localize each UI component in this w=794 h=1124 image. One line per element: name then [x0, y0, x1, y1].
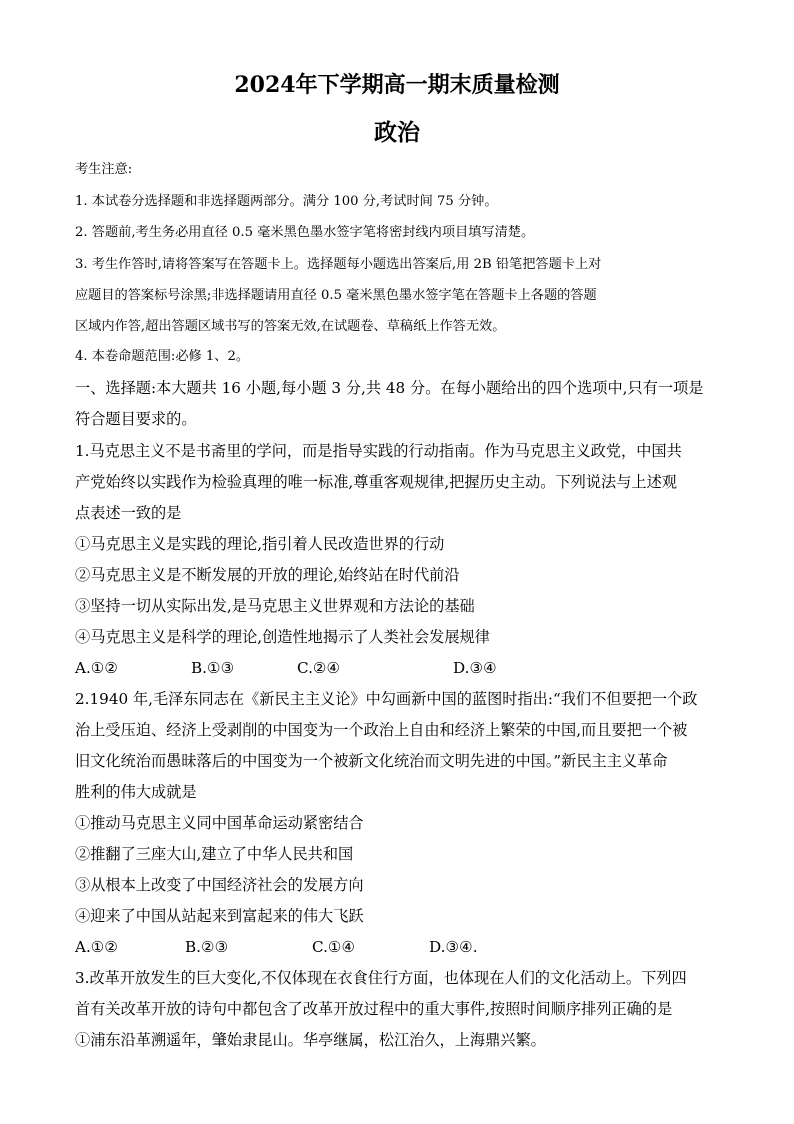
option-b[interactable]: B.①③	[191, 659, 235, 677]
question-1-stem: 产党始终以实践作为检验真理的唯一标准,尊重客观规律,把握历史主动。下列说法与上述观	[75, 473, 677, 491]
question-1-item: ②马克思主义是不断发展的开放的理论,始终站在时代前沿	[75, 566, 460, 584]
question-2-item: ①推动马克思主义同中国革命运动紧密结合	[75, 814, 364, 832]
notice-heading: 考生注意:	[75, 162, 133, 177]
question-3-stem: 3.改革开放发生的巨大变化,不仅体现在衣食住行方面，也体现在人们的文化活动上。下列四	[75, 969, 687, 987]
option-b[interactable]: B.②③	[185, 938, 229, 956]
notice-line: 应题目的答案标号涂黑;非选择题请用直径 0.5 毫米黑色墨水签字笔在答题卡上各题的答题	[75, 288, 597, 303]
notice-line: 3. 考生作答时,请将答案写在答题卡上。选择题每小题选出答案后,用 2B 铅笔把答题卡上对	[75, 257, 602, 272]
question-2-stem: 2.1940 年,毛泽东同志在《新民主主义论》中勾画新中国的蓝图时指出:“我们不但要把一个政	[75, 690, 698, 708]
notice-line: 1. 本试卷分选择题和非选择题两部分。满分 100 分,考试时间 75 分钟。	[75, 194, 498, 209]
option-d[interactable]: D.③④	[453, 659, 497, 677]
question-2-item: ②推翻了三座大山,建立了中华人民共和国	[75, 845, 354, 863]
section-instruction: 一、选择题:本大题共 16 小题,每小题 3 分,共 48 分。在每小题给出的四个选项中,只有一项是	[75, 379, 704, 397]
question-1-item: ④马克思主义是科学的理论,创造性地揭示了人类社会发展规律	[75, 628, 490, 646]
option-c[interactable]: C.①④	[312, 938, 356, 956]
question-2-item: ③从根本上改变了中国经济社会的发展方向	[75, 876, 364, 894]
section-instruction: 符合题目要求的。	[75, 410, 197, 428]
option-a[interactable]: A.①②	[75, 659, 119, 677]
question-2-stem: 胜利的伟大成就是	[75, 783, 197, 801]
question-1-stem: 1.马克思主义不是书斋里的学问，而是指导实践的行动指南。作为马克思主义政党，中国共	[75, 442, 682, 460]
option-c[interactable]: C.②④	[297, 659, 341, 677]
notice-line: 4. 本卷命题范围:必修 1、2。	[75, 349, 250, 364]
question-2-item: ④迎来了中国从站起来到富起来的伟大飞跃	[75, 907, 364, 925]
option-a[interactable]: A.①②	[75, 938, 119, 956]
question-3-item: ①浦东沿革溯遥年，肇始隶昆山。华亭继属，松江治久，上海鼎兴繁。	[75, 1031, 546, 1049]
question-2-stem: 旧文化统治而愚昧落后的中国变为一个被新文化统治而文明先进的中国。”新民主主义革命	[75, 752, 668, 770]
question-1-item: ①马克思主义是实践的理论,指引着人民改造世界的行动	[75, 535, 445, 553]
question-1-stem: 点表述一致的是	[75, 504, 182, 522]
question-2-stem: 治上受压迫、经济上受剥削的中国变为一个政治上自由和经济上繁荣的中国,而且要把一个被	[75, 721, 688, 739]
notice-line: 区域内作答,超出答题区域书写的答案无效,在试题卷、草稿纸上作答无效。	[75, 319, 506, 334]
question-3-stem: 首有关改革开放的诗句中都包含了改革开放过程中的重大事件,按照时间顺序排列正确的是	[75, 1000, 673, 1018]
option-d[interactable]: D.③④.	[429, 938, 478, 956]
notice-line: 2. 答题前,考生务必用直径 0.5 毫米黑色墨水签字笔将密封线内项目填写清楚。	[75, 225, 535, 240]
exam-title: 2024年下学期高一期末质量检测	[234, 72, 560, 98]
question-1-item: ③坚持一切从实际出发,是马克思主义世界观和方法论的基础	[75, 597, 475, 615]
exam-subject: 政治	[374, 119, 420, 146]
